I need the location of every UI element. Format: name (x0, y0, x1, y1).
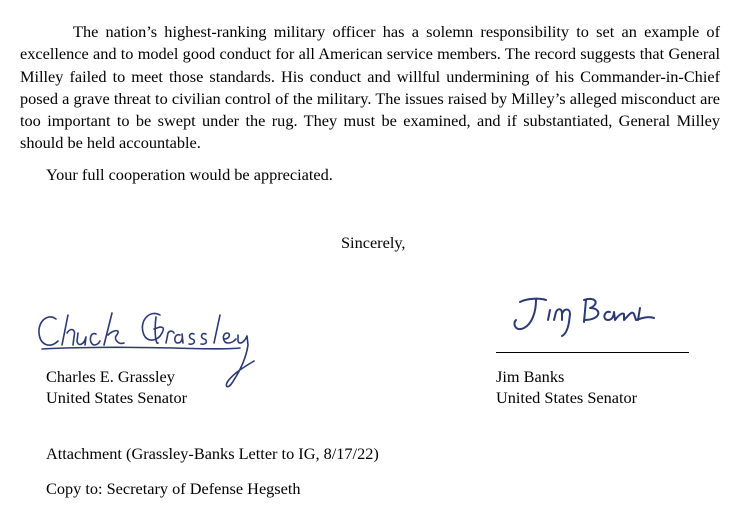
signatory-name-banks: Jim Banks (496, 367, 565, 386)
copy-to-note: Copy to: Secretary of Defense Hegseth (46, 479, 301, 498)
closing-salutation: Sincerely, (341, 233, 406, 252)
cooperation-line: Your full cooperation would be appreciated. (46, 165, 333, 184)
signatory-name-grassley: Charles E. Grassley (46, 367, 175, 386)
signatory-title-grassley: United States Senator (46, 388, 188, 407)
signatory-title-banks: United States Senator (496, 388, 638, 407)
body-paragraph: The nation’s highest-ranking military officer has a solemn responsibility to set an example of excellence and to model good conduct for all American service members. The record suggests that General Milley failed to meet those standards. His conduct and willful undermining of his Commander-in-Chief posed a grave threat to civilian control of the military. The issues raised by Milley’s alleged misconduct are too important to be swept under the rug. They must be examined, and if substantiated, General Milley should be held accountable. (20, 22, 720, 153)
signature-line (496, 352, 689, 353)
signature-banks (506, 290, 676, 340)
attachment-note: Attachment (Grassley-Banks Letter to IG, 8/17/22) (46, 444, 379, 463)
